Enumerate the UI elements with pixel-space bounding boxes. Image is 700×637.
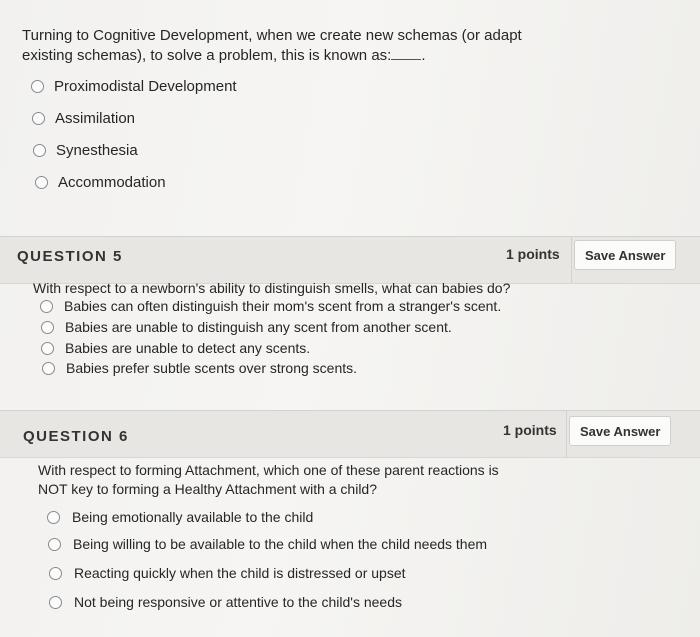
radio-button[interactable] — [33, 144, 46, 157]
radio-button[interactable] — [42, 362, 55, 375]
radio-button[interactable] — [49, 596, 62, 609]
question-6-title: QUESTION 6 — [23, 428, 129, 445]
option-label: Babies prefer subtle scents over strong scents. — [66, 360, 358, 376]
question-5-title: QUESTION 5 — [17, 248, 123, 265]
q5-option-1[interactable] — [40, 298, 501, 314]
question-6-text-line-2: NOT key to forming a Healthy Attachment with a child? — [38, 481, 378, 497]
question-5-header — [0, 236, 700, 284]
radio-button[interactable] — [48, 538, 61, 551]
option-label: Babies are unable to distinguish any scent from another scent. — [65, 319, 452, 335]
radio-button[interactable] — [31, 80, 44, 93]
radio-button[interactable] — [41, 342, 54, 355]
question-6-points: 1 points — [503, 422, 557, 438]
q5-option-4[interactable] — [42, 360, 357, 376]
q6-option-4[interactable] — [49, 594, 402, 610]
option-label: Proximodistal Development — [54, 78, 237, 95]
option-label: Synesthesia — [56, 142, 138, 159]
divider — [566, 411, 567, 457]
question-4 — [0, 0, 700, 237]
option-label: Being willing to be available to the child when the child needs them — [73, 536, 488, 552]
radio-button[interactable] — [35, 176, 48, 189]
radio-button[interactable] — [47, 511, 60, 524]
question-5-points: 1 points — [506, 246, 560, 262]
q4-option-4[interactable] — [35, 174, 166, 191]
question-5-text: With respect to a newborn's ability to distinguish smells, what can babies do? — [33, 280, 511, 296]
radio-button[interactable] — [49, 567, 62, 580]
q6-option-2[interactable] — [48, 536, 487, 552]
question-6-text — [38, 461, 538, 499]
option-label: Babies can often distinguish their mom's scent from a stranger's scent. — [64, 298, 502, 314]
radio-button[interactable] — [40, 300, 53, 313]
answer-blank — [391, 46, 421, 60]
option-label: Assimilation — [55, 110, 136, 127]
option-label: Not being responsive or attentive to the child's needs — [74, 594, 402, 610]
option-label: Reacting quickly when the child is distressed or upset — [74, 565, 406, 581]
option-label: Accommodation — [58, 174, 166, 191]
question-4-text: Turning to Cognitive Development, when we create new schemas (or adapt existing schemas), to solve a problem, this is known as: . — [22, 27, 522, 64]
save-answer-button[interactable]: Save Answer — [569, 416, 671, 446]
question-6-text-line-1: With respect to forming Attachment, which one of these parent reactions is — [38, 462, 499, 478]
option-label: Babies are unable to detect any scents. — [65, 340, 311, 356]
radio-button[interactable] — [32, 112, 45, 125]
q4-option-3[interactable] — [33, 142, 138, 159]
radio-button[interactable] — [41, 321, 54, 334]
question-6-header — [0, 410, 700, 458]
save-answer-button[interactable]: Save Answer — [574, 240, 676, 270]
q5-option-2[interactable] — [41, 319, 452, 335]
question-4-prompt: Turning to Cognitive Development, when we create new schemas (or adapt existing schemas), to solve a problem, this is known as: — [22, 27, 522, 64]
q6-option-3[interactable] — [49, 565, 406, 581]
q5-option-3[interactable] — [41, 340, 310, 356]
option-label: Being emotionally available to the child — [72, 509, 314, 525]
q4-option-2[interactable] — [32, 110, 135, 127]
divider — [571, 237, 572, 283]
q6-option-1[interactable] — [47, 509, 313, 525]
q4-option-1[interactable] — [31, 78, 237, 95]
